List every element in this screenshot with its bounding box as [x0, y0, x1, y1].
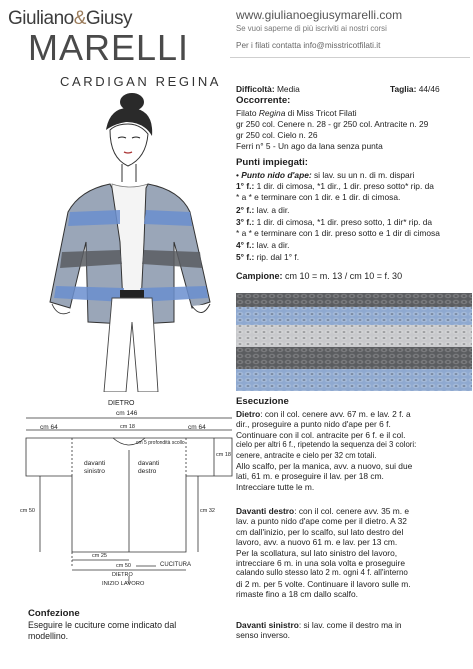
row-5-label: 5° f.:: [236, 252, 255, 262]
website-link[interactable]: www.giulianoegiusymarelli.com: [236, 8, 403, 22]
lf-text-0: : si lav. come il destro ma in: [298, 620, 402, 630]
difficulty-row: [236, 84, 300, 94]
rf-line-0: [236, 506, 472, 516]
finishing-text: [28, 620, 176, 642]
finishing-line-1: modellino.: [28, 631, 69, 641]
right-front-label: Davanti destro: [236, 506, 295, 516]
stitch-honeycomb-label: Punto nido d'ape:: [241, 170, 312, 180]
row-3-text: 1 dir. di cimosa, *1 dir. preso sotto, 1 dir* rip. da: [254, 217, 433, 227]
row-4-label: 4° f.:: [236, 240, 255, 250]
lf-line-0: [236, 620, 472, 630]
back-section: [236, 409, 472, 492]
back-line-7: Intrecciare tutte le m.: [236, 481, 315, 492]
left-front-label: Davanti sinistro: [236, 620, 299, 630]
dim-side-height: cm 50: [20, 508, 35, 514]
difficulty-value: Media: [276, 84, 300, 94]
yarn-amounts-1: gr 250 col. Cenere n. 28 - gr 250 col. Antracite n. 29: [236, 119, 429, 129]
row-4-text: lav. a dir.: [254, 240, 290, 250]
contact-line[interactable]: Per i filati contatta info@misstricotfilati.it: [236, 41, 381, 50]
back-line-4: cenere, antracite e cielo per 32 cm totali.: [236, 450, 377, 460]
finishing-heading: Confezione: [28, 608, 80, 619]
yarn-prefix: Filato: [236, 108, 259, 118]
row-5-text: rip. dal 1° f.: [254, 252, 300, 262]
row-1-label: 1° f.:: [236, 181, 255, 191]
header-divider: [230, 57, 470, 58]
rf-line-2: cm dall'inizio, per lo scalfo, sul lato destro del: [236, 526, 404, 537]
rf-line-6: calando sullo stesso lato 2 m. ogni 4 f. all'interno: [236, 568, 408, 578]
dim-half-width: cm 25: [92, 553, 107, 559]
dim-neck-width: cm 18: [120, 424, 135, 430]
row-2-label: 2° f.:: [236, 205, 255, 215]
stitches-heading: Punti impiegati:: [236, 157, 308, 168]
row-3: [236, 217, 432, 227]
back-line-5: Allo scalfo, per la manica, avv. a nuovo, sui due: [236, 461, 413, 472]
size-value: 44/46: [418, 84, 440, 94]
stitch-honeycomb: • Punto nido d'ape: si lav. su un n. di m. dispari: [236, 170, 415, 180]
row-3-cont: * a * e terminare con 1 dir. preso sotto e 1 dir di cimosa: [236, 228, 440, 238]
yarn-name: Regina: [258, 108, 286, 118]
required-heading: Occorrente:: [236, 95, 291, 106]
schematic-bottom-title: DIETRO: [112, 572, 133, 578]
label-right-front: davanti destro: [138, 460, 160, 475]
finishing-line-0: Eseguire le cuciture come indicato dal: [28, 620, 177, 630]
back-label: Dietro: [236, 409, 261, 419]
back-line-3: cielo per altri 6 f., ripetendo la sequenza dei 3 colori:: [236, 440, 417, 450]
brand-amp: &: [73, 8, 86, 29]
dim-front-height: cm 32: [200, 508, 215, 514]
lf-line-1: senso inverso.: [236, 630, 290, 641]
back-line-2: Continuare con il col. antracite per 6 f. e il col.: [236, 429, 406, 440]
gauge-label: Campione:: [236, 271, 283, 281]
yarn-suffix: di Miss Tricot Filati: [285, 108, 357, 118]
product-title: CARDIGAN REGINA: [60, 74, 222, 89]
tagline: Se vuoi saperne di più iscriviti ai nostri corsi: [236, 24, 387, 33]
row-3-label: 3° f.:: [236, 217, 255, 227]
seam-label: CUCITURA: [160, 562, 191, 568]
back-text-0: : con il col. cenere avv. 67 m. e lav. 2 f. a: [260, 409, 411, 419]
rf-line-8: rimaste fino a 18 cm dallo scalfo.: [236, 589, 358, 600]
yarn-amounts-2: gr 250 col. Cielo n. 26: [236, 130, 318, 140]
stitch-honeycomb-text: si lav. su un n. di m. dispari: [311, 170, 415, 180]
rf-line-4: Per la scollatura, sul lato sinistro del lavoro,: [236, 547, 398, 558]
size-row: [390, 84, 440, 94]
needles-line: Ferri n° 5 - Un ago da lana senza punta: [236, 141, 383, 151]
rf-line-1: lav. a punto nido d'ape come per il dietro. A 32: [236, 516, 407, 527]
dim-bottom-width: cm 50: [116, 563, 131, 569]
schematic-title: DIETRO: [108, 400, 135, 407]
rf-line-7: di 2 m. per 5 volte. Continuare il lavoro sulle m.: [236, 578, 411, 589]
right-front-section: [236, 506, 472, 600]
dim-sleeve-right: cm 64: [188, 424, 206, 431]
label-left-front: davanti sinistro: [84, 460, 106, 475]
knit-swatch-photo: [236, 293, 472, 391]
yarn-line: [236, 108, 357, 118]
row-5: [236, 252, 299, 262]
back-line-1: dir., proseguire a punto nido d'ape per 6 f.: [236, 419, 391, 430]
brand-name-1: Giuliano: [8, 8, 74, 29]
left-front-section: [236, 620, 472, 641]
start-label: INIZIO LAVORO: [102, 581, 145, 587]
garment-schematic: [18, 398, 240, 588]
brand-name-2: Giusy: [85, 8, 132, 29]
size-label: Taglia:: [390, 84, 417, 94]
row-2: [236, 205, 289, 215]
row-1-text: 1 dir. di cimosa, *1 dir., 1 dir. preso sotto* rip. da: [254, 181, 434, 191]
row-1-cont: * a * e terminare con 1 dir. e 1 dir. di cimosa.: [236, 192, 401, 202]
fashion-illustration: [40, 92, 230, 392]
neck-depth-note: cm 5 profondità scollo: [136, 440, 185, 446]
difficulty-label: Difficoltà:: [236, 84, 275, 94]
dim-total-width: cm 146: [116, 410, 138, 417]
execution-heading: Esecuzione: [236, 396, 289, 407]
dim-sleeve-depth: cm 18: [216, 452, 231, 458]
rf-text-0: : con il col. cenere avv. 35 m. e: [294, 506, 410, 516]
dim-sleeve-left: cm 64: [40, 424, 58, 431]
back-line-0: [236, 409, 472, 419]
gauge-text: cm 10 = m. 13 / cm 10 = f. 30: [282, 271, 403, 281]
brand-surname: MARELLI: [28, 27, 190, 68]
back-line-6: lati, 61 m. e proseguire il lav. per 18 cm.: [236, 471, 384, 482]
row-1: [236, 181, 434, 191]
rf-line-3: lavoro, avv. a nuovo 61 m. e lav. per 13 cm.: [236, 537, 398, 548]
row-2-text: lav. a dir.: [254, 205, 290, 215]
gauge-line: [236, 271, 402, 281]
row-4: [236, 240, 289, 250]
rf-line-5: intrecciare 6 m. in una sola volta e proseguire: [236, 558, 405, 569]
